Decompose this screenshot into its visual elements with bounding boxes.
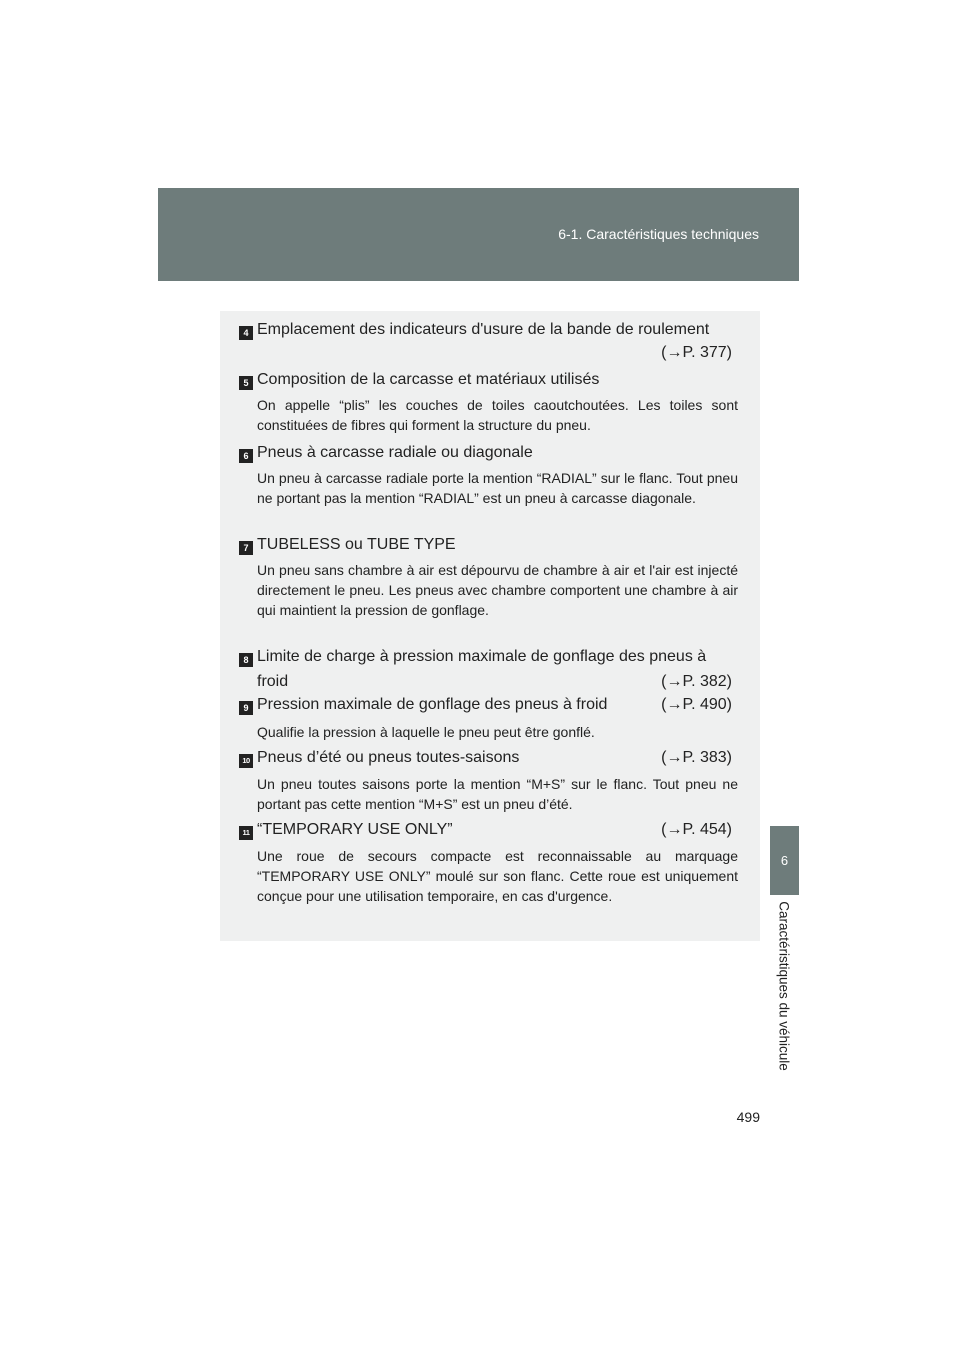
entry-description: Un pneu toutes saisons porte la mention “M+S” sur le flanc. Tout pneu ne portant pas cette mention “M+S” est un pneu d’été. — [257, 776, 738, 812]
entry-title: Limite de charge à pression maximale de gonflage des pneus à — [257, 648, 707, 665]
page-reference: (→P. 454) — [661, 821, 732, 838]
section-title: 6-1. Caractéristiques techniques — [558, 226, 759, 242]
entry-title: Pneus à carcasse radiale ou diagonale — [257, 444, 533, 461]
entry-description: Une roue de secours compacte est reconnaissable au marquage “TEMPORARY USE ONLY” moulé sur son flanc. Cette roue est uniquement conçue pour une utilisation temporaire, en cas d'urgence. — [257, 848, 738, 904]
item-number-badge: 11 — [239, 826, 253, 840]
entry-title: Emplacement des indicateurs d'usure de la bande de roulement — [257, 321, 710, 338]
tire-info-box — [220, 311, 760, 941]
item-number-badge: 4 — [239, 326, 253, 340]
page-reference: (→P. 377) — [661, 344, 732, 361]
section-header — [158, 188, 799, 281]
page-reference: (→P. 382) — [661, 673, 732, 690]
page-reference: (→P. 383) — [661, 749, 732, 766]
item-number-badge: 6 — [239, 449, 253, 463]
chapter-tab-label: Caractéristiques du véhicule — [776, 901, 792, 1071]
item-number-badge: 10 — [239, 754, 253, 768]
item-number-badge: 7 — [239, 541, 253, 555]
entry-description: Un pneu sans chambre à air est dépourvu de chambre à air et l'air est injecté directement le pneu. Les pneus avec chambre comportent une chambre à air qui maintient la pression de gonflage. — [257, 562, 738, 618]
entry-description: Un pneu à carcasse radiale porte la mention “RADIAL” sur le flanc. Tout pneu ne portant pas la mention “RADIAL” est un pneu à carcasse diagonale. — [257, 470, 738, 506]
entry-title: Pression maximale de gonflage des pneus à froid — [257, 696, 608, 713]
page-number: 499 — [736, 1109, 760, 1125]
entry-title: TUBELESS ou TUBE TYPE — [257, 536, 456, 553]
entry-title-continued: froid — [257, 673, 289, 690]
item-number-badge: 5 — [239, 376, 253, 390]
entry-description: On appelle “plis” les couches de toiles caoutchoutées. Les toiles sont constituées de fibres qui forment la structure du pneu. — [257, 397, 738, 433]
chapter-tab-number: 6 — [770, 826, 799, 895]
entry-title: Composition de la carcasse et matériaux utilisés — [257, 371, 600, 388]
item-number-badge: 8 — [239, 653, 253, 667]
item-number-badge: 9 — [239, 701, 253, 715]
page-reference: (→P. 490) — [661, 696, 732, 713]
entry-description: Qualifie la pression à laquelle le pneu peut être gonflé. — [257, 724, 595, 740]
entry-title: “TEMPORARY USE ONLY” — [257, 821, 453, 838]
entry-title: Pneus d’été ou pneus toutes-saisons — [257, 749, 520, 766]
